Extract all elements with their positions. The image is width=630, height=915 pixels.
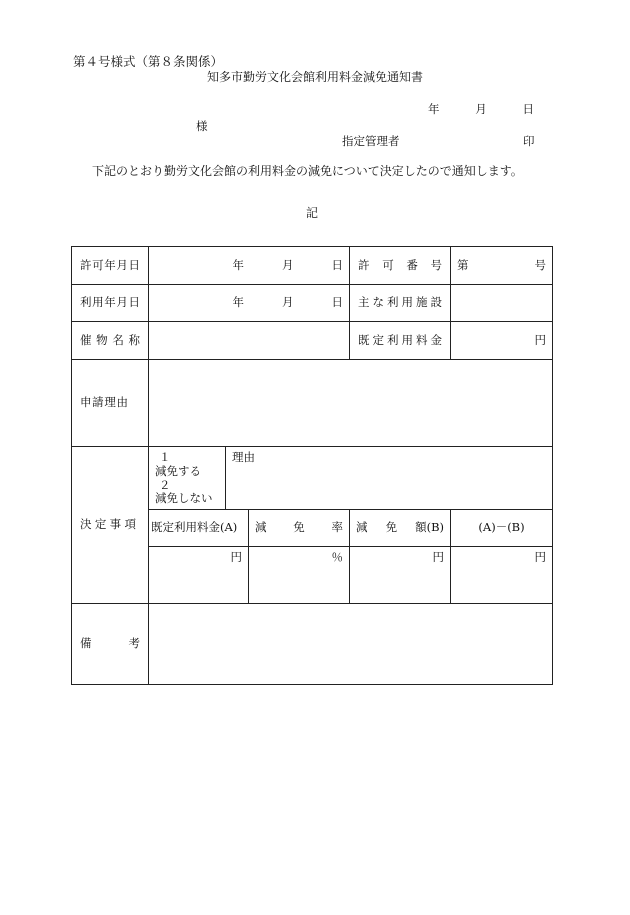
notice-body-text: 下記のとおり勤労文化会館の利用料金の減免について決定したので通知します。 [92, 164, 523, 178]
permit-number-label: 許 可 番 号 [350, 247, 451, 285]
seal-mark: 印 [523, 134, 535, 148]
decision-reason-field[interactable] [226, 447, 553, 510]
manager-label: 指定管理者 [342, 134, 400, 148]
decision-reason-label: 理由 [232, 450, 255, 464]
standard-fee-unit: 円 [534, 332, 547, 347]
row-remarks [72, 604, 553, 685]
application-reason-value[interactable] [149, 360, 553, 447]
standard-fee-label: 既 定 利 用 料 金 [350, 322, 451, 360]
decision-label: 決 定 事 項 [72, 447, 149, 604]
decision-options[interactable] [149, 447, 226, 510]
decision-option-2-number: ２ [159, 477, 171, 492]
value-standard-fee-a[interactable]: 円 [149, 547, 249, 604]
issue-date-month: 月 [475, 102, 487, 116]
row-permit [72, 247, 553, 285]
decision-option-reduce[interactable]: 減免する [155, 463, 201, 478]
event-name-label: 催 物 名 称 [72, 322, 149, 360]
row-decision-options [72, 447, 553, 510]
header-reduction-rate: 減 免 率 [249, 510, 350, 547]
permit-number-value[interactable]: 第 号 [451, 247, 553, 285]
standard-fee-value[interactable] [451, 322, 553, 360]
issue-date [428, 104, 534, 116]
main-facility-label: 主 な 利 用 施 設 [350, 285, 451, 322]
header-reduction-amount: 減 免 額(B) [350, 510, 451, 547]
decision-option-not-reduce[interactable]: 減免しない [155, 491, 213, 506]
notice-form-table [71, 246, 553, 685]
header-standard-fee-a: 既定利用料金(A) [149, 510, 249, 547]
row-event [72, 322, 553, 360]
value-difference[interactable]: 円 [451, 547, 553, 604]
use-date-value[interactable]: 年 月 日 [149, 285, 350, 322]
permit-date-value[interactable]: 年 月 日 [149, 247, 350, 285]
decision-option-1-number: １ [159, 450, 171, 464]
event-name-value[interactable] [149, 322, 350, 360]
permit-date-label: 許 可 年 月 日 [72, 247, 149, 285]
value-reduction-amount[interactable]: 円 [350, 547, 451, 604]
remarks-label: 備 考 [72, 604, 149, 685]
row-use-date [72, 285, 553, 322]
value-reduction-rate[interactable]: ％ [249, 547, 350, 604]
record-mark: 記 [306, 206, 319, 220]
use-date-label: 利 用 年 月 日 [72, 285, 149, 322]
remarks-value[interactable] [149, 604, 553, 685]
addressee-suffix: 様 [196, 119, 208, 133]
row-application-reason [72, 360, 553, 447]
document-title: 知多市勤労文化会館利用料金減免通知書 [207, 70, 424, 84]
form-number: 第４号様式（第８条関係） [73, 54, 224, 69]
header-difference: (A)－(B) [451, 510, 553, 547]
issue-date-year: 年 [428, 102, 440, 116]
issue-date-day: 日 [522, 102, 534, 116]
application-reason-label: 申 請 理 由 [72, 360, 149, 447]
main-facility-value[interactable] [451, 285, 553, 322]
